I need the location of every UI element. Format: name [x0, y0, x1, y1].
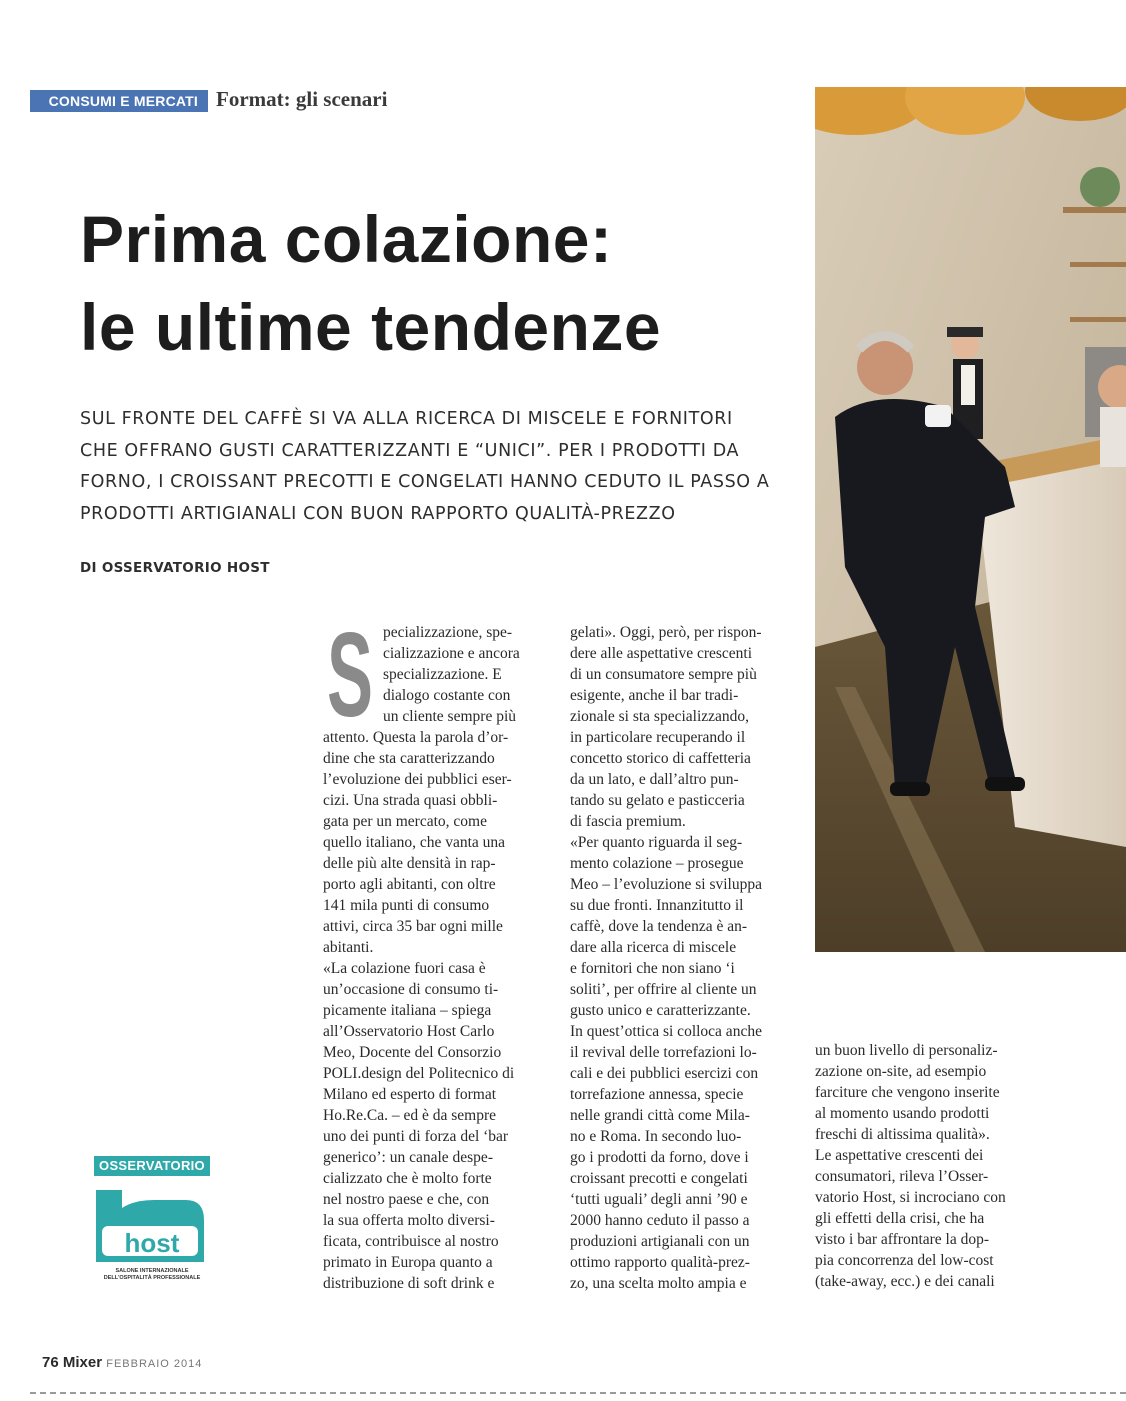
- text-line: un’occasione di consumo ti-: [323, 981, 499, 998]
- magazine-name: Mixer: [62, 1354, 103, 1371]
- logo-subtitle-line: SALONE INTERNAZIONALE: [115, 1268, 189, 1274]
- text-line: no e Roma. In secondo luo-: [570, 1128, 742, 1145]
- text-line: da un lato, e dall’altro pun-: [570, 771, 739, 788]
- article-column-1: [323, 622, 543, 1294]
- text-line: gata per un mercato, come: [323, 813, 487, 830]
- text-line: e fornitori che non siano ‘i: [570, 960, 735, 977]
- text-line: 2000 hanno ceduto il passo a: [570, 1212, 750, 1229]
- text-line: POLI.design del Politecnico di: [323, 1065, 515, 1082]
- text-line: Meo, Docente del Consorzio: [323, 1044, 502, 1061]
- article-column-2: [570, 622, 785, 1294]
- text-line: gelati». Oggi, però, per rispon-: [570, 624, 762, 641]
- text-line: torrefazione annessa, specie: [570, 1086, 744, 1103]
- text-line: dere alle aspettative crescenti: [570, 645, 753, 662]
- text-line: generico’: un canale despe-: [323, 1149, 493, 1166]
- text-line: Milano ed esperto di format: [323, 1086, 497, 1103]
- text-line: esigente, anche il bar tradi-: [570, 687, 739, 704]
- text-line: ficata, contribuisce al nostro: [323, 1233, 499, 1250]
- text-line: quello italiano, che vanta una: [323, 834, 506, 851]
- text-line: go i prodotti da forno, dove i: [570, 1149, 749, 1166]
- page-footer: [42, 1354, 202, 1371]
- text-line: Meo – l’evoluzione si sviluppa: [570, 876, 762, 893]
- text-line: nelle grandi città come Mila-: [570, 1107, 750, 1124]
- text-line: su due fronti. Innanzitutto il: [570, 897, 744, 914]
- text-line: picamente italiana – spiega: [323, 1002, 492, 1019]
- text-line: concetto storico di caffetteria: [570, 750, 751, 767]
- text-line: nel nostro paese e che, con: [323, 1191, 490, 1208]
- logo-subtitle: [94, 1268, 210, 1282]
- text-line: di un consumatore sempre più: [570, 666, 757, 683]
- text-line: croissant precotti e congelati: [570, 1170, 748, 1187]
- text-line: Ho.Re.Ca. – ed è da sempre: [323, 1107, 497, 1124]
- lead-line: CHE OFFRANO GUSTI CARATTERIZZANTI E “UNICI”. PER I PRODOTTI DA: [80, 440, 740, 461]
- text-line: «Per quanto riguarda il seg-: [570, 834, 743, 851]
- text-line: gusto unico e caratterizzante.: [570, 1002, 751, 1019]
- section-title: Format: gli scenari: [216, 87, 388, 111]
- text-line: consumatori, rileva l’Osser-: [815, 1168, 989, 1185]
- text-line: delle più alte densità in rap-: [323, 855, 496, 872]
- logo-label: OSSERVATORIO: [94, 1156, 210, 1176]
- text-line: distribuzione di soft drink e: [323, 1275, 495, 1292]
- lead-line: SUL FRONTE DEL CAFFÈ SI VA ALLA RICERCA DI MISCELE E FORNITORI: [80, 409, 733, 429]
- text-line: uno dei punti di forza del ‘bar: [323, 1128, 509, 1145]
- text-line: dine che sta caratterizzando: [323, 750, 495, 767]
- logo-wordmark: host: [124, 1228, 180, 1258]
- text-line: Le aspettative crescenti dei: [815, 1147, 984, 1164]
- text-line: dialogo costante con: [383, 687, 511, 704]
- text-line: l’evoluzione dei pubblici eser-: [323, 771, 512, 788]
- text-line: mento colazione – prosegue: [570, 855, 744, 872]
- text-line: in particolare recuperando il: [570, 729, 746, 746]
- logo-subtitle-line: DELL'OSPITALITÀ PROFESSIONALE: [103, 1275, 201, 1281]
- cafe-photo: [815, 87, 1126, 952]
- text-line: all’Osservatorio Host Carlo: [323, 1023, 495, 1040]
- issue-date: FEBBRAIO 2014: [106, 1358, 203, 1370]
- headline-line: le ultime tendenze: [80, 290, 662, 364]
- text-line: la sua offerta molto diversi-: [323, 1212, 495, 1229]
- text-line: cizi. Una strada quasi obbli-: [323, 792, 498, 809]
- text-line: porto agli abitanti, con oltre: [323, 876, 496, 893]
- text-line: cializzazione e ancora: [383, 645, 520, 662]
- headline-line: Prima colazione:: [80, 202, 613, 276]
- trim-line: [30, 1392, 1126, 1394]
- text-line: cali e dei pubblici esercizi con: [570, 1065, 759, 1082]
- text-line: attivi, circa 35 bar ogni mille: [323, 918, 503, 935]
- drop-cap-letter: S: [327, 624, 373, 722]
- text-line: pia concorrenza del low-cost: [815, 1252, 994, 1269]
- text-line: zo, una scelta molto ampia e: [570, 1275, 747, 1292]
- text-line: specializzazione. E: [383, 666, 502, 683]
- host-icon: [94, 1186, 210, 1266]
- text-line: un cliente sempre più: [383, 708, 516, 725]
- text-line: visto i bar affrontare la dop-: [815, 1231, 990, 1248]
- page-number: 76: [42, 1354, 59, 1371]
- article-column-3: [815, 1040, 1030, 1292]
- text-line: «La colazione fuori casa è: [323, 960, 486, 977]
- text-line: abitanti.: [323, 939, 374, 956]
- text-line: zazione on-site, ad esempio: [815, 1063, 987, 1080]
- text-line: il revival delle torrefazioni lo-: [570, 1044, 757, 1061]
- text-line: di fascia premium.: [570, 813, 686, 830]
- text-line: 141 mila punti di consumo: [323, 897, 490, 914]
- text-line: pecializzazione, spe-: [383, 624, 513, 641]
- headline: [80, 195, 800, 371]
- text-line: dare alla ricerca di miscele: [570, 939, 737, 956]
- text-line: freschi di altissima qualità».: [815, 1126, 990, 1143]
- text-line: cializzato che è molto forte: [323, 1170, 492, 1187]
- text-line: attento. Questa la parola d’or-: [323, 729, 509, 746]
- lead-line: FORNO, I CROISSANT PRECOTTI E CONGELATI HANNO CEDUTO IL PASSO A: [80, 472, 770, 492]
- text-line: tando su gelato e pasticceria: [570, 792, 745, 809]
- text-line: al momento usando prodotti: [815, 1105, 990, 1122]
- text-line: gli effetti della crisi, che ha: [815, 1210, 985, 1227]
- text-line: primato in Europa quanto a: [323, 1254, 493, 1271]
- text-line: ‘tutti uguali’ degli anni ’90 e: [570, 1191, 748, 1208]
- text-line: zionale si sta specializzando,: [570, 708, 750, 725]
- text-line: vatorio Host, si incrociano con: [815, 1189, 1006, 1206]
- section-tag: CONSUMI E MERCATI: [30, 90, 208, 112]
- text-line: farciture che vengono inserite: [815, 1084, 1000, 1101]
- text-line: produzioni artigianali con un: [570, 1233, 750, 1250]
- text-line: caffè, dove la tendenza è an-: [570, 918, 747, 935]
- byline: DI OSSERVATORIO HOST: [80, 560, 270, 576]
- osservatorio-host-logo: [94, 1156, 214, 1286]
- lead-line: PRODOTTI ARTIGIANALI CON BUON RAPPORTO QUALITÀ-PREZZO: [80, 503, 676, 524]
- lead-paragraph: [80, 404, 780, 530]
- text-line: In quest’ottica si colloca anche: [570, 1023, 762, 1040]
- text-line: un buon livello di personaliz-: [815, 1042, 998, 1059]
- text-line: (take-away, ecc.) e dei canali: [815, 1273, 995, 1290]
- text-line: soliti’, per offrire al cliente un: [570, 981, 757, 998]
- text-line: ottimo rapporto qualità-prez-: [570, 1254, 750, 1271]
